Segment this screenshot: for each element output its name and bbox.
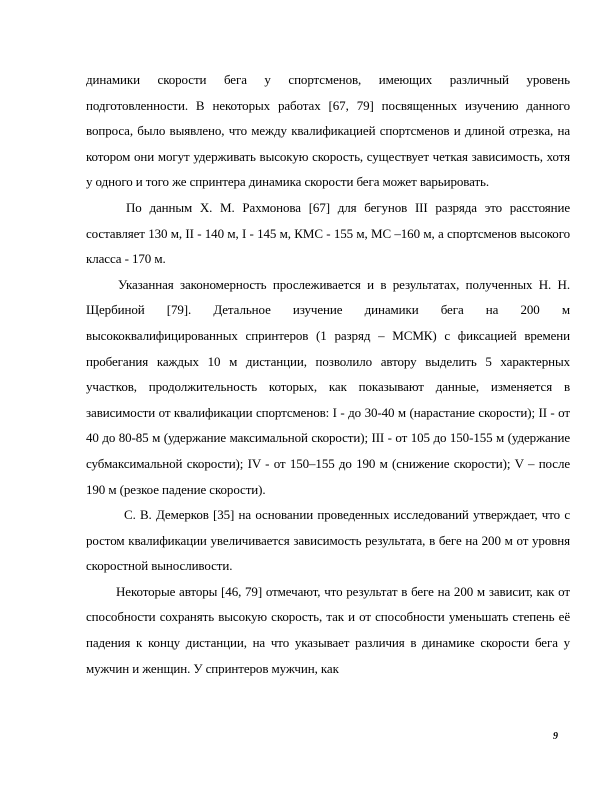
page-number: 9 — [553, 731, 558, 742]
body-text — [86, 67, 570, 681]
paragraph-2: По данным Х. М. Рахмонова [67] для бегунов III разряда это расстояние составляет 130 м, II - 140 м, I - 145 м, КМС - 155 м, МС –160 м, а спортсменов высокого класса - 170 м. — [86, 199, 570, 267]
paragraph-4: С. В. Демерков [35] на основании проведенных исследований утверждает, что с ростом квалификации увеличивается зависимость результата, в беге на 200 м от уровня скоростной выносливости. — [86, 507, 570, 574]
paragraph-1: динамики скорости бега у спортсменов, имеющих различный уровень подготовленности. В некоторых работах [67, 79] посвященных изучению данного вопроса, было выявлено, что между квалификацией спортсменов и длиной отрезка, на котором они могут удерживать высокую скорость, существует четкая зависимость, хотя у одного и того же спринтера динамика скорости бега может варьировать. — [86, 72, 570, 190]
paragraph-3: Указанная закономерность прослеживается и в результатах, полученных Н. Н. Щербиной [79]. Детальное изучение динамики бега на 200 м высококвалифицированных спринтеров (1 разряд – МСМК) с фиксацией времени пробегания каждых 10 м дистанции, позволило автору выделить 5 характерных участков, продолжительность которых, как показывают данные, изменяется в зависимости от квалификации спортсменов: I - до 30-40 м (нарастание скорости); II - от 40 до 80-85 м (удержание максимальной скорости); III - от 105 до 150-155 м (удержание субмаксимальной скорости); IV - от 150–155 до 190 м (снижение скорости); V – после 190 м (резкое падение скорости). — [86, 276, 570, 497]
paragraph-5: Некоторые авторы [46, 79] отмечают, что результат в беге на 200 м зависит, как от способности сохранять высокую скорость, так и от способности уменьшать степень её падения к концу дистанции, на что указывает различия в динамике скорости бега у мужчин и женщин. У спринтеров мужчин, как — [86, 583, 570, 676]
